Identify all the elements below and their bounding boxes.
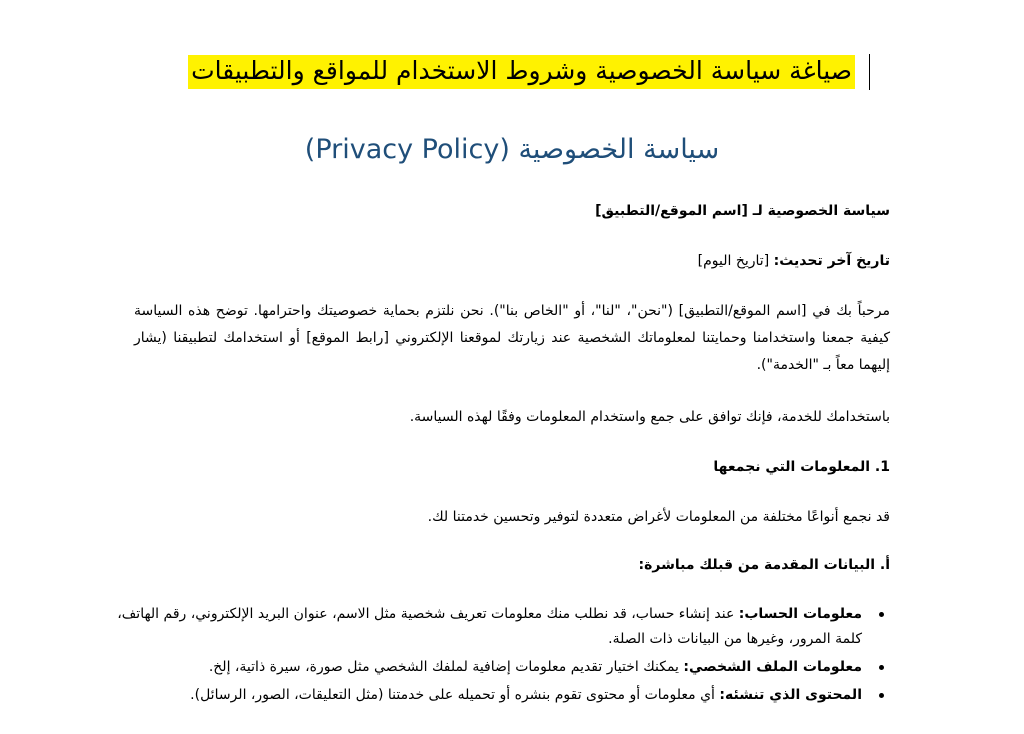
consent-paragraph: باستخدامك للخدمة، فإنك توافق على جمع واستخدام المعلومات وفقًا لهذه السياسة. bbox=[409, 409, 890, 425]
last-updated-value: [تاريخ اليوم] bbox=[697, 253, 770, 269]
last-updated-line bbox=[134, 248, 890, 275]
bullet-icon bbox=[879, 693, 884, 698]
policy-for-title: سياسة الخصوصية لـ [اسم الموقع/التطبيق] bbox=[595, 203, 890, 219]
bullet-text: عند إنشاء حساب، قد نطلب منك معلومات تعريف شخصية مثل الاسم، عنوان البريد الإلكتروني، رقم الهاتف، كلمة المرور، وغيرها من البيانات ذات الصلة. bbox=[117, 606, 862, 647]
section1-title: 1. المعلومات التي نجمعها bbox=[713, 459, 890, 475]
section-title: سياسة الخصوصية (Privacy Policy) bbox=[304, 134, 720, 165]
subsection-a-title: أ. البيانات المقدمة من قبلك مباشرة: bbox=[638, 557, 890, 573]
list-item bbox=[106, 683, 862, 708]
intro-paragraph: مرحباً بك في [اسم الموقع/التطبيق] ("نحن"، "لنا"، أو "الخاص بنا"). نحن نلتزم بحماية خصوصيتك واحترامها. توضح هذه السياسة كيفية جمعنا واستخدامنا وحمايتنا لمعلوماتك الشخصية عند زيارتك لموقعنا الإلكتروني [رابط الموقع] أو استخدامك لتطبيقنا (يشار إليهما معاً بـ "الخدمة"). bbox=[134, 303, 890, 373]
bullet-icon bbox=[879, 612, 884, 617]
last-updated-label: تاريخ آخر تحديث: bbox=[773, 253, 890, 269]
list-item bbox=[106, 655, 862, 680]
section1-intro: قد نجمع أنواعًا مختلفة من المعلومات لأغراض متعددة لتوفير وتحسين خدمتنا لك. bbox=[427, 509, 890, 525]
main-heading bbox=[188, 54, 870, 90]
bullet-text: أي معلومات أو محتوى تقوم بنشره أو تحميله على خدمتنا (مثل التعليقات، الصور، الرسائل). bbox=[190, 687, 720, 703]
bullet-label: المحتوى الذي تنشئه: bbox=[719, 687, 862, 703]
bullet-label: معلومات الحساب: bbox=[738, 606, 862, 622]
cursor-bar bbox=[869, 54, 870, 90]
list-item bbox=[106, 602, 862, 652]
main-heading-text: صياغة سياسة الخصوصية وشروط الاستخدام للمواقع والتطبيقات bbox=[188, 55, 855, 89]
bullet-icon bbox=[879, 665, 884, 670]
bullet-list bbox=[106, 602, 890, 711]
bullet-label: معلومات الملف الشخصي: bbox=[683, 659, 862, 675]
bullet-text: يمكنك اختيار تقديم معلومات إضافية لملفك الشخصي مثل صورة، سيرة ذاتية، إلخ. bbox=[208, 659, 684, 675]
